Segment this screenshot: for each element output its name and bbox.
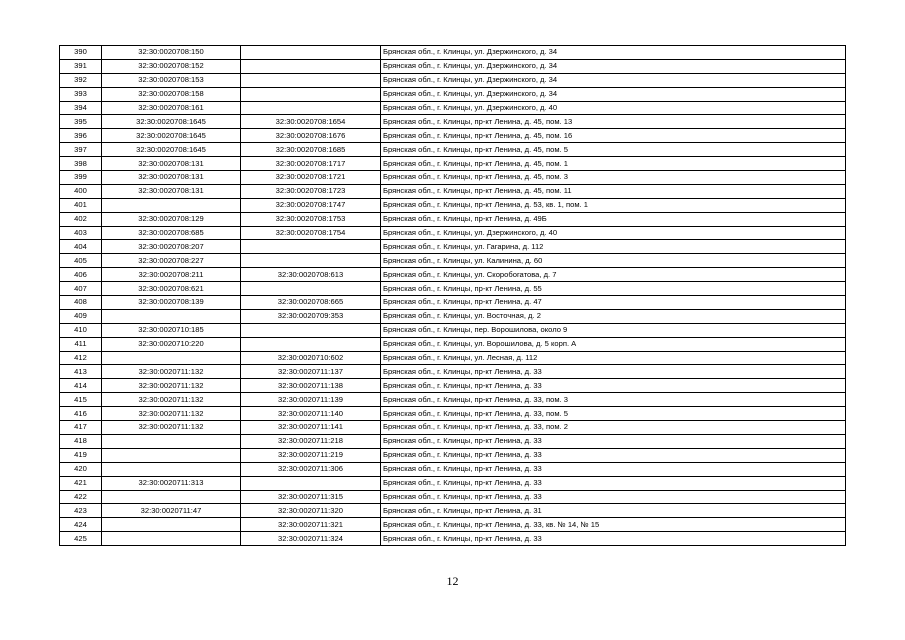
- address-cell: Брянская обл., г. Клинцы, пр-кт Ленина, д. 45, пом. 13: [381, 115, 846, 129]
- table-body: [60, 46, 846, 546]
- land-plot-cadastral-number-cell: 32:30:0020708:211: [102, 268, 241, 282]
- table-row: [60, 171, 846, 185]
- land-plot-cadastral-number-cell: 32:30:0020711:132: [102, 365, 241, 379]
- land-plot-cadastral-number-cell: 32:30:0020708:131: [102, 184, 241, 198]
- land-plot-cadastral-number-cell: 32:30:0020708:227: [102, 254, 241, 268]
- row-number-cell: 404: [60, 240, 102, 254]
- building-cadastral-number-cell: 32:30:0020711:141: [241, 421, 381, 435]
- row-number-cell: 422: [60, 490, 102, 504]
- address-cell: Брянская обл., г. Клинцы, пер. Ворошилова, около 9: [381, 323, 846, 337]
- table-row: [60, 129, 846, 143]
- row-number-cell: 414: [60, 379, 102, 393]
- table-row: [60, 448, 846, 462]
- table-row: [60, 226, 846, 240]
- table-row: [60, 323, 846, 337]
- table-row: [60, 407, 846, 421]
- table-row: [60, 198, 846, 212]
- table-row: [60, 490, 846, 504]
- table-row: [60, 59, 846, 73]
- address-cell: Брянская обл., г. Клинцы, пр-кт Ленина, д. 49Б: [381, 212, 846, 226]
- land-plot-cadastral-number-cell: 32:30:0020710:220: [102, 337, 241, 351]
- row-number-cell: 415: [60, 393, 102, 407]
- land-plot-cadastral-number-cell: [102, 518, 241, 532]
- address-cell: Брянская обл., г. Клинцы, пр-кт Ленина, д. 45, пом. 16: [381, 129, 846, 143]
- row-number-cell: 424: [60, 518, 102, 532]
- land-plot-cadastral-number-cell: 32:30:0020708:161: [102, 101, 241, 115]
- address-cell: Брянская обл., г. Клинцы, ул. Калинина, д. 60: [381, 254, 846, 268]
- building-cadastral-number-cell: 32:30:0020711:139: [241, 393, 381, 407]
- building-cadastral-number-cell: [241, 73, 381, 87]
- table-row: [60, 212, 846, 226]
- land-plot-cadastral-number-cell: 32:30:0020708:131: [102, 157, 241, 171]
- table-row: [60, 143, 846, 157]
- address-cell: Брянская обл., г. Клинцы, ул. Лесная, д. 112: [381, 351, 846, 365]
- building-cadastral-number-cell: [241, 101, 381, 115]
- address-cell: Брянская обл., г. Клинцы, пр-кт Ленина, д. 33: [381, 532, 846, 546]
- land-plot-cadastral-number-cell: [102, 490, 241, 504]
- row-number-cell: 413: [60, 365, 102, 379]
- land-plot-cadastral-number-cell: 32:30:0020710:185: [102, 323, 241, 337]
- row-number-cell: 391: [60, 59, 102, 73]
- address-cell: Брянская обл., г. Клинцы, пр-кт Ленина, д. 45, пом. 3: [381, 171, 846, 185]
- land-plot-cadastral-number-cell: [102, 462, 241, 476]
- table-row: [60, 73, 846, 87]
- row-number-cell: 395: [60, 115, 102, 129]
- row-number-cell: 397: [60, 143, 102, 157]
- table-row: [60, 476, 846, 490]
- address-cell: Брянская обл., г. Клинцы, ул. Дзержинского, д. 40: [381, 101, 846, 115]
- row-number-cell: 392: [60, 73, 102, 87]
- table-row: [60, 337, 846, 351]
- land-plot-cadastral-number-cell: 32:30:0020711:132: [102, 421, 241, 435]
- land-plot-cadastral-number-cell: 32:30:0020711:47: [102, 504, 241, 518]
- row-number-cell: 393: [60, 87, 102, 101]
- building-cadastral-number-cell: 32:30:0020708:613: [241, 268, 381, 282]
- land-plot-cadastral-number-cell: 32:30:0020708:207: [102, 240, 241, 254]
- address-cell: Брянская обл., г. Клинцы, пр-кт Ленина, д. 33: [381, 365, 846, 379]
- building-cadastral-number-cell: [241, 337, 381, 351]
- building-cadastral-number-cell: 32:30:0020711:324: [241, 532, 381, 546]
- table-row: [60, 462, 846, 476]
- building-cadastral-number-cell: 32:30:0020711:321: [241, 518, 381, 532]
- land-plot-cadastral-number-cell: [102, 434, 241, 448]
- table-row: [60, 518, 846, 532]
- building-cadastral-number-cell: 32:30:0020708:1676: [241, 129, 381, 143]
- address-cell: Брянская обл., г. Клинцы, ул. Дзержинского, д. 34: [381, 73, 846, 87]
- row-number-cell: 406: [60, 268, 102, 282]
- table-row: [60, 351, 846, 365]
- address-cell: Брянская обл., г. Клинцы, ул. Дзержинского, д. 40: [381, 226, 846, 240]
- address-cell: Брянская обл., г. Клинцы, пр-кт Ленина, д. 55: [381, 282, 846, 296]
- row-number-cell: 418: [60, 434, 102, 448]
- address-cell: Брянская обл., г. Клинцы, пр-кт Ленина, д. 45, пом. 1: [381, 157, 846, 171]
- land-plot-cadastral-number-cell: 32:30:0020711:132: [102, 407, 241, 421]
- building-cadastral-number-cell: 32:30:0020708:1717: [241, 157, 381, 171]
- address-cell: Брянская обл., г. Клинцы, пр-кт Ленина, д. 33: [381, 434, 846, 448]
- building-cadastral-number-cell: 32:30:0020708:1723: [241, 184, 381, 198]
- row-number-cell: 405: [60, 254, 102, 268]
- row-number-cell: 402: [60, 212, 102, 226]
- table-row: [60, 46, 846, 60]
- building-cadastral-number-cell: [241, 282, 381, 296]
- row-number-cell: 419: [60, 448, 102, 462]
- row-number-cell: 409: [60, 309, 102, 323]
- table-row: [60, 504, 846, 518]
- building-cadastral-number-cell: 32:30:0020711:219: [241, 448, 381, 462]
- building-cadastral-number-cell: 32:30:0020711:306: [241, 462, 381, 476]
- building-cadastral-number-cell: [241, 240, 381, 254]
- land-plot-cadastral-number-cell: 32:30:0020711:132: [102, 379, 241, 393]
- building-cadastral-number-cell: 32:30:0020711:320: [241, 504, 381, 518]
- building-cadastral-number-cell: 32:30:0020711:218: [241, 434, 381, 448]
- address-cell: Брянская обл., г. Клинцы, пр-кт Ленина, д. 33: [381, 476, 846, 490]
- building-cadastral-number-cell: [241, 59, 381, 73]
- building-cadastral-number-cell: [241, 323, 381, 337]
- row-number-cell: 394: [60, 101, 102, 115]
- building-cadastral-number-cell: [241, 87, 381, 101]
- address-cell: Брянская обл., г. Клинцы, пр-кт Ленина, д. 45, пом. 5: [381, 143, 846, 157]
- table-row: [60, 309, 846, 323]
- address-cell: Брянская обл., г. Клинцы, пр-кт Ленина, д. 31: [381, 504, 846, 518]
- row-number-cell: 401: [60, 198, 102, 212]
- address-cell: Брянская обл., г. Клинцы, ул. Ворошилова, д. 5 корп. А: [381, 337, 846, 351]
- building-cadastral-number-cell: 32:30:0020708:1721: [241, 171, 381, 185]
- land-plot-cadastral-number-cell: 32:30:0020708:150: [102, 46, 241, 60]
- building-cadastral-number-cell: 32:30:0020710:602: [241, 351, 381, 365]
- address-cell: Брянская обл., г. Клинцы, ул. Гагарина, д. 112: [381, 240, 846, 254]
- building-cadastral-number-cell: 32:30:0020711:315: [241, 490, 381, 504]
- building-cadastral-number-cell: [241, 46, 381, 60]
- building-cadastral-number-cell: 32:30:0020711:137: [241, 365, 381, 379]
- land-plot-cadastral-number-cell: 32:30:0020708:139: [102, 296, 241, 310]
- land-plot-cadastral-number-cell: 32:30:0020711:313: [102, 476, 241, 490]
- table-row: [60, 157, 846, 171]
- table-row: [60, 393, 846, 407]
- land-plot-cadastral-number-cell: 32:30:0020708:1645: [102, 129, 241, 143]
- table-row: [60, 87, 846, 101]
- row-number-cell: 420: [60, 462, 102, 476]
- table-row: [60, 296, 846, 310]
- building-cadastral-number-cell: 32:30:0020708:1747: [241, 198, 381, 212]
- cadastral-registry-table: [59, 45, 846, 546]
- building-cadastral-number-cell: [241, 476, 381, 490]
- address-cell: Брянская обл., г. Клинцы, пр-кт Ленина, д. 33: [381, 379, 846, 393]
- table-row: [60, 240, 846, 254]
- address-cell: Брянская обл., г. Клинцы, пр-кт Ленина, д. 33: [381, 490, 846, 504]
- address-cell: Брянская обл., г. Клинцы, ул. Дзержинского, д. 34: [381, 46, 846, 60]
- address-cell: Брянская обл., г. Клинцы, пр-кт Ленина, д. 33: [381, 448, 846, 462]
- land-plot-cadastral-number-cell: 32:30:0020708:621: [102, 282, 241, 296]
- address-cell: Брянская обл., г. Клинцы, пр-кт Ленина, д. 33, пом. 2: [381, 421, 846, 435]
- row-number-cell: 425: [60, 532, 102, 546]
- land-plot-cadastral-number-cell: 32:30:0020708:1645: [102, 143, 241, 157]
- land-plot-cadastral-number-cell: [102, 532, 241, 546]
- row-number-cell: 416: [60, 407, 102, 421]
- row-number-cell: 407: [60, 282, 102, 296]
- row-number-cell: 412: [60, 351, 102, 365]
- building-cadastral-number-cell: 32:30:0020708:1654: [241, 115, 381, 129]
- building-cadastral-number-cell: 32:30:0020708:1754: [241, 226, 381, 240]
- row-number-cell: 421: [60, 476, 102, 490]
- table-row: [60, 379, 846, 393]
- land-plot-cadastral-number-cell: 32:30:0020711:132: [102, 393, 241, 407]
- table-row: [60, 282, 846, 296]
- address-cell: Брянская обл., г. Клинцы, ул. Дзержинского, д. 34: [381, 87, 846, 101]
- building-cadastral-number-cell: 32:30:0020711:138: [241, 379, 381, 393]
- building-cadastral-number-cell: 32:30:0020708:665: [241, 296, 381, 310]
- table-row: [60, 254, 846, 268]
- row-number-cell: 408: [60, 296, 102, 310]
- row-number-cell: 398: [60, 157, 102, 171]
- address-cell: Брянская обл., г. Клинцы, ул. Дзержинского, д. 34: [381, 59, 846, 73]
- row-number-cell: 403: [60, 226, 102, 240]
- land-plot-cadastral-number-cell: [102, 351, 241, 365]
- address-cell: Брянская обл., г. Клинцы, пр-кт Ленина, д. 53, кв. 1, пом. 1: [381, 198, 846, 212]
- address-cell: Брянская обл., г. Клинцы, ул. Восточная, д. 2: [381, 309, 846, 323]
- address-cell: Брянская обл., г. Клинцы, пр-кт Ленина, д. 45, пом. 11: [381, 184, 846, 198]
- row-number-cell: 400: [60, 184, 102, 198]
- land-plot-cadastral-number-cell: [102, 198, 241, 212]
- land-plot-cadastral-number-cell: [102, 309, 241, 323]
- building-cadastral-number-cell: 32:30:0020711:140: [241, 407, 381, 421]
- land-plot-cadastral-number-cell: [102, 448, 241, 462]
- row-number-cell: 396: [60, 129, 102, 143]
- table-row: [60, 268, 846, 282]
- address-cell: Брянская обл., г. Клинцы, пр-кт Ленина, д. 47: [381, 296, 846, 310]
- table-row: [60, 365, 846, 379]
- table-row: [60, 434, 846, 448]
- land-plot-cadastral-number-cell: 32:30:0020708:1645: [102, 115, 241, 129]
- land-plot-cadastral-number-cell: 32:30:0020708:685: [102, 226, 241, 240]
- address-cell: Брянская обл., г. Клинцы, ул. Скоробогатова, д. 7: [381, 268, 846, 282]
- address-cell: Брянская обл., г. Клинцы, пр-кт Ленина, д. 33, пом. 5: [381, 407, 846, 421]
- row-number-cell: 399: [60, 171, 102, 185]
- row-number-cell: 390: [60, 46, 102, 60]
- row-number-cell: 417: [60, 421, 102, 435]
- page-number: 12: [446, 574, 459, 588]
- table-row: [60, 421, 846, 435]
- table-row: [60, 532, 846, 546]
- building-cadastral-number-cell: 32:30:0020709:353: [241, 309, 381, 323]
- land-plot-cadastral-number-cell: 32:30:0020708:158: [102, 87, 241, 101]
- building-cadastral-number-cell: 32:30:0020708:1753: [241, 212, 381, 226]
- table-row: [60, 101, 846, 115]
- address-cell: Брянская обл., г. Клинцы, пр-кт Ленина, д. 33, кв. № 14, № 15: [381, 518, 846, 532]
- row-number-cell: 411: [60, 337, 102, 351]
- land-plot-cadastral-number-cell: 32:30:0020708:131: [102, 171, 241, 185]
- table-row: [60, 184, 846, 198]
- land-plot-cadastral-number-cell: 32:30:0020708:129: [102, 212, 241, 226]
- row-number-cell: 423: [60, 504, 102, 518]
- building-cadastral-number-cell: [241, 254, 381, 268]
- row-number-cell: 410: [60, 323, 102, 337]
- table-row: [60, 115, 846, 129]
- land-plot-cadastral-number-cell: 32:30:0020708:152: [102, 59, 241, 73]
- building-cadastral-number-cell: 32:30:0020708:1685: [241, 143, 381, 157]
- address-cell: Брянская обл., г. Клинцы, пр-кт Ленина, д. 33: [381, 462, 846, 476]
- land-plot-cadastral-number-cell: 32:30:0020708:153: [102, 73, 241, 87]
- address-cell: Брянская обл., г. Клинцы, пр-кт Ленина, д. 33, пом. 3: [381, 393, 846, 407]
